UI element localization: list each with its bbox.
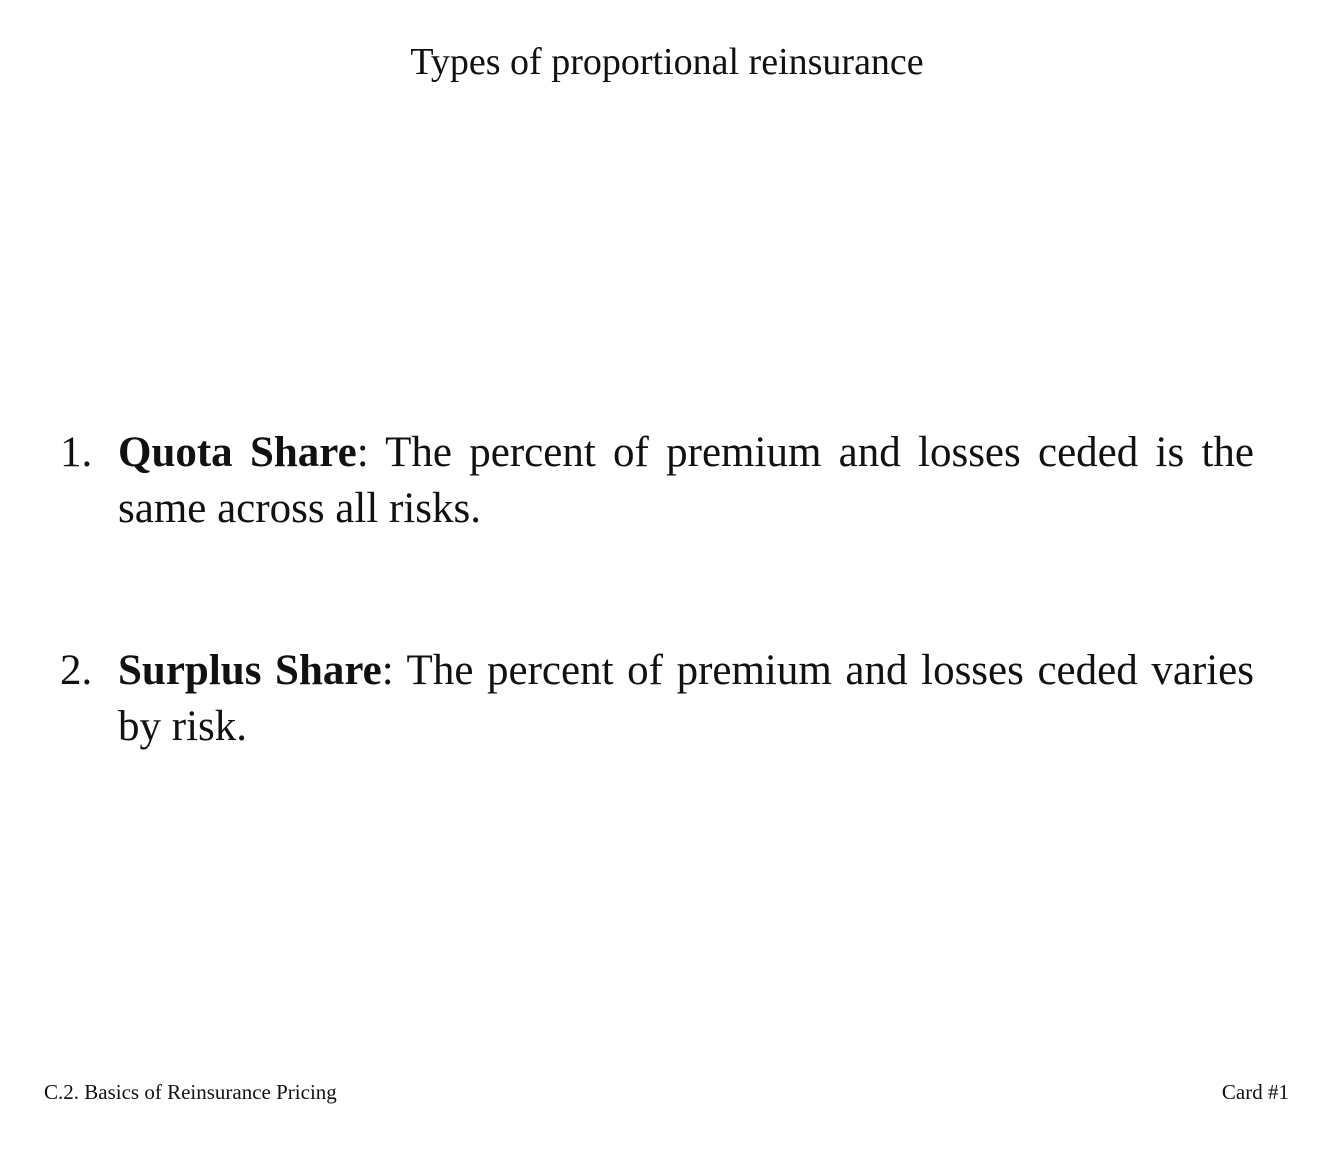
page-title: Types of proportional reinsurance (410, 41, 924, 83)
footer-section-label: C.2. Basics of Reinsurance Pricing (44, 1080, 337, 1104)
term-quota-share: Quota Share (118, 429, 357, 476)
list-item-quota-share (60, 425, 1254, 537)
term-separator: : (381, 647, 407, 694)
list-item-surplus-share (60, 643, 1254, 755)
list-item-number: 1. (60, 429, 93, 476)
footer-card-number: Card #1 (1221, 1080, 1289, 1104)
term-separator: : (356, 429, 386, 476)
list-item-body (118, 643, 1254, 755)
definition-surplus-share: The percent of premium and losses ceded varies by risk. (118, 647, 1254, 750)
term-surplus-share: Surplus Share (118, 647, 382, 694)
list-item-number: 2. (60, 647, 93, 694)
list-item-body (118, 425, 1254, 537)
definition-quota-share: The percent of premium and losses ceded is the same across all risks. (118, 429, 1255, 532)
